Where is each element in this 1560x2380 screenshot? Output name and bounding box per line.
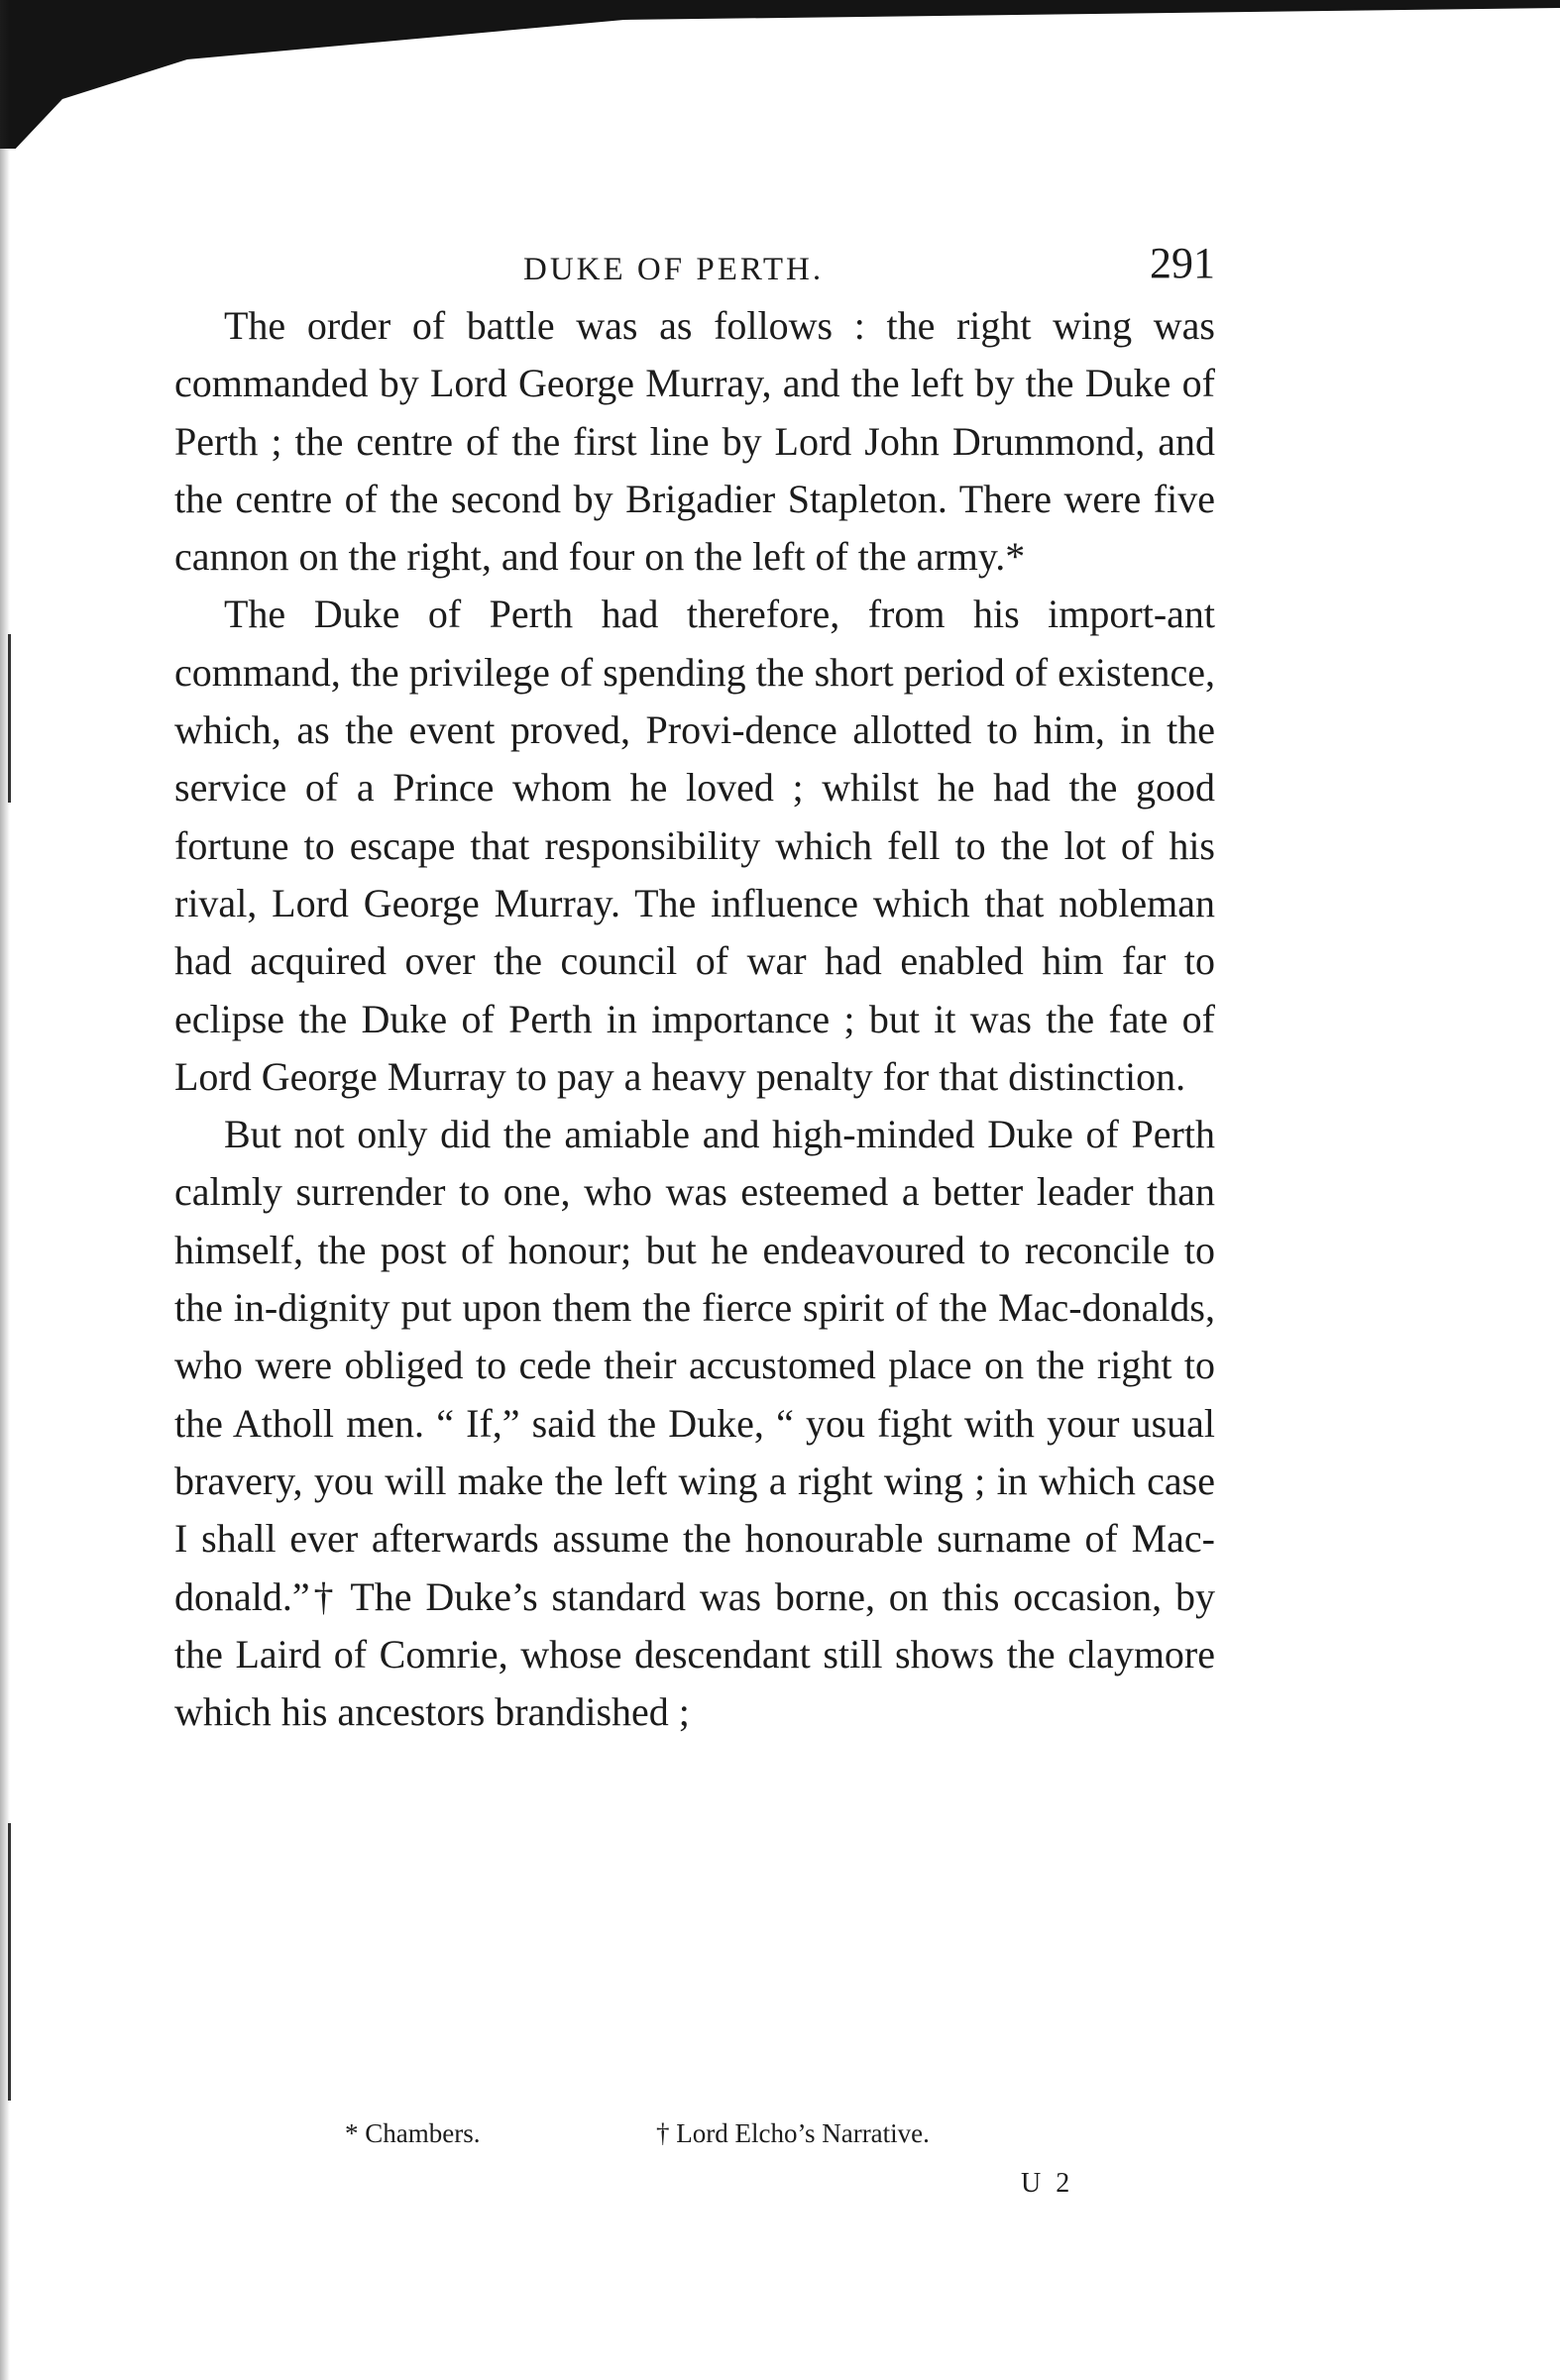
paragraph: The order of battle was as follows : the right wing was commanded by Lord George Murray, and the left by the Duke of Perth ; the centre of the first line by Lord John Drummond, and the centre of the second by Brigadier Stapleton. There were five cannon on the right, and four on the left of the army.* — [174, 303, 1215, 580]
margin-mark — [8, 1823, 11, 2101]
signature-mark: U 2 — [1021, 2168, 1074, 2199]
scan-edge-top — [0, 0, 1560, 149]
margin-mark — [8, 634, 11, 803]
running-head — [174, 228, 1215, 297]
paragraph: The Duke of Perth had therefore, from his import-ant command, the privilege of spending the short period of existence, which, as the event proved, Provi-dence allotted to him, in the service of a Prince whom he loved ; whilst he had the good fortune to escape that responsibility which fell to the lot of his rival, Lord George Murray. The influence which that nobleman had acquired over the council of war had enabled him far to eclipse the Duke of Perth in importance ; but it was the fate of Lord George Murray to pay a heavy penalty for that distinction. — [174, 592, 1215, 1099]
page-number: 291 — [1150, 239, 1215, 287]
running-title: DUKE OF PERTH. — [523, 252, 825, 287]
footnote: † Lord Elcho’s Narrative. — [656, 2118, 930, 2148]
footnote: * Chambers. — [345, 2118, 481, 2148]
paragraph: But not only did the amiable and high-minded Duke of Perth calmly surrender to one, who was esteemed a better leader than himself, the post of honour; but he endeavoured to reconcile to the in-dignity put upon them the fierce spirit of the Mac-donalds, who were obliged to cede their accustomed place on the right to the Atholl men. “ If,” said the Duke, “ you fight with your usual bravery, you will make the left wing a right wing ; in which case I shall ever afterwards assume the honourable surname of Mac-donald.”† The Duke’s standard was borne, on this occasion, by the Laird of Comrie, whose descendant still shows the claymore which his ancestors brandished ; — [174, 1112, 1215, 1735]
page-content — [174, 228, 1215, 1741]
